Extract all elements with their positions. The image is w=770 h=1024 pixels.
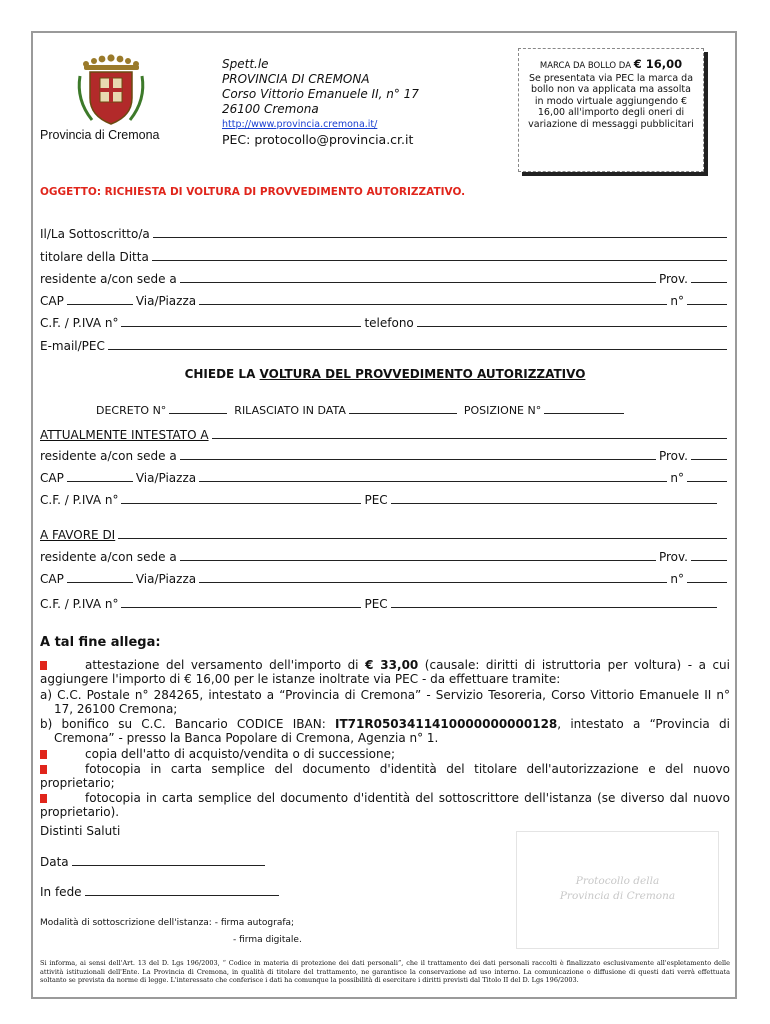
field-favore-cf[interactable] (40, 595, 730, 611)
chiede-object: VOLTURA DEL PROVVEDIMENTO AUTORIZZATIVO (259, 367, 586, 381)
field-intestato-cf[interactable] (40, 491, 730, 507)
item1-text-a: attestazione del versamento dell'importo di (85, 658, 366, 672)
label-via: Via/Piazza (135, 294, 197, 308)
marca-da-bollo-box (518, 48, 704, 172)
chiede-prefix: CHIEDE LA (184, 367, 260, 381)
field-intestato-residente[interactable] (40, 447, 730, 463)
protocollo-box (516, 831, 719, 949)
label-data: Data (40, 855, 69, 869)
label-intestato-num: n° (670, 471, 684, 485)
bullet-icon (40, 794, 47, 803)
option-b-iban: IT71R0503411410000000000128 (335, 717, 558, 731)
address-ente: PROVINCIA DI CREMONA (222, 72, 370, 86)
label-favore-pec: PEC (364, 597, 388, 611)
allega-item-1 (40, 658, 730, 686)
allega-option-a: a) C.C. Postale n° 284265, intestato a “Provincia di Cremona” - Servizio Tesoreria, Corso Vittorio Emanuele II n° 17, 26100 Cremona; (40, 688, 730, 716)
field-email[interactable] (40, 337, 730, 353)
label-posizione: POSIZIONE N° (463, 404, 542, 417)
stamp-text: Se presentata via PEC la marca da bollo non va applicata ma assolta in modo virtuale aggiungendo € 16,00 all'importo degli oneri di variazione di messaggi pubblicitari (528, 72, 694, 130)
item3-text: fotocopia in carta semplice del documento d'identità del titolare dell'autorizzazione e del nuovo proprietario; (40, 762, 730, 790)
label-email: E-mail/PEC (40, 339, 105, 353)
provincia-logo (40, 50, 185, 150)
field-sottoscritto[interactable] (40, 225, 730, 241)
label-favore: A FAVORE DI (40, 528, 116, 542)
label-favore-via: Via/Piazza (135, 572, 197, 586)
label-rilasciato: RILASCIATO IN DATA (234, 404, 346, 417)
label-prov: Prov. (658, 272, 688, 286)
field-favore[interactable] (40, 526, 730, 542)
label-intestato-cap: CAP (40, 471, 64, 485)
field-favore-residente[interactable] (40, 548, 730, 564)
field-cap-via[interactable] (40, 292, 730, 308)
label-favore-num: n° (670, 572, 684, 586)
item1-text-b: (causale: diritti di istruttoria per voltura) - a cui aggiungere l'importo di € 16,00 per le istanze inoltrate via PEC - da effettuare tramite: (40, 658, 730, 686)
label-intestato-pec: PEC (364, 493, 388, 507)
stamp-amount: € 16,00 (633, 57, 683, 71)
field-data[interactable] (40, 853, 268, 869)
modalita-firma-digitale: - firma digitale. (233, 935, 302, 945)
protocollo-line2: Provincia di Cremona (559, 890, 676, 902)
allega-item-3 (40, 762, 730, 790)
label-decreto: DECRETO N° (96, 404, 167, 417)
privacy-notice: Si informa, ai sensi dell'Art. 13 del D. Lgs 196/2003, “ Codice in materia di protezione dei dati personali”, che il trattamento dei dati personali raccolti è finalizzato esclusivamente all'espletamento delle attività istituzionali dell'Ente. La Provincia di Cremona, in qualità di titolare del trattamento, ne garantisce la conservazione ad uso interno. La comunicazione o diffusione di questi dati verrà effettuata soltanto se prevista da norme di legge. L'interessato che conferisce i dati ha comunque la possibilità di esercitare i diritti previsti dal Titolo II del D. Lgs 196/2003. (40, 959, 730, 984)
logo-caption: Provincia di Cremona (40, 128, 160, 142)
allega-title: A tal fine allega: (40, 635, 161, 650)
option-b-text-a: b) bonifico su C.C. Bancario CODICE IBAN: (40, 717, 335, 731)
field-decreto[interactable] (96, 401, 676, 417)
label-favore-cf: C.F. / P.IVA n° (40, 597, 119, 611)
label-in-fede: In fede (40, 885, 82, 899)
recipient-address (222, 57, 419, 147)
modalita-sottoscrizione: Modalità di sottoscrizione dell'istanza: - firma autografa; (40, 918, 295, 928)
allega-option-b (40, 717, 730, 745)
bullet-icon (40, 661, 47, 670)
protocollo-line1: Protocollo della (575, 875, 660, 887)
label-num: n° (670, 294, 684, 308)
label-intestato-prov: Prov. (658, 449, 688, 463)
option-b-text-b: , intestato a “Provincia di Cremona” - presso la Banca Popolare di Cremona, Agenzia n° 1. (54, 717, 730, 745)
label-favore-residente: residente a/con sede a (40, 550, 177, 564)
address-street: Corso Vittorio Emanuele II, n° 17 (222, 87, 419, 101)
address-city: 26100 Cremona (222, 102, 319, 116)
label-intestato: ATTUALMENTE INTESTATO A (40, 428, 209, 442)
field-titolare[interactable] (40, 248, 730, 264)
field-in-fede[interactable] (40, 883, 282, 899)
bullet-icon (40, 750, 47, 759)
field-intestato[interactable] (40, 426, 730, 442)
label-residente: residente a/con sede a (40, 272, 177, 286)
field-cf-telefono[interactable] (40, 314, 730, 330)
stamp-prefix: MARCA DA BOLLO DA (539, 61, 634, 71)
chiede-heading (0, 367, 770, 381)
oggetto-heading: OGGETTO: RICHIESTA DI VOLTURA DI PROVVEDIMENTO AUTORIZZATIVO. (40, 186, 466, 198)
field-residente[interactable] (40, 270, 730, 286)
field-favore-cap[interactable] (40, 570, 730, 586)
address-pec: PEC: protocollo@provincia.cr.it (222, 132, 414, 147)
label-sottoscritto: Il/La Sottoscritto/a (40, 227, 150, 241)
item4-text: fotocopia in carta semplice del documento d'identità del sottoscrittore dell'istanza (se diverso dal nuovo proprietario). (40, 791, 730, 819)
label-intestato-residente: residente a/con sede a (40, 449, 177, 463)
label-favore-cap: CAP (40, 572, 64, 586)
label-cap: CAP (40, 294, 64, 308)
bullet-icon (40, 765, 47, 774)
label-intestato-cf: C.F. / P.IVA n° (40, 493, 119, 507)
field-intestato-cap[interactable] (40, 469, 730, 485)
address-spett: Spett.le (222, 57, 269, 71)
allega-item-2 (40, 747, 730, 761)
label-intestato-via: Via/Piazza (135, 471, 197, 485)
label-favore-prov: Prov. (658, 550, 688, 564)
website-link[interactable]: http://www.provincia.cremona.it/ (222, 119, 378, 130)
item2-text: copia dell'atto di acquisto/vendita o di successione; (85, 747, 396, 761)
item1-amount: € 33,00 (365, 658, 419, 672)
label-telefono: telefono (364, 316, 414, 330)
label-cf: C.F. / P.IVA n° (40, 316, 119, 330)
distinti-saluti: Distinti Saluti (40, 824, 121, 838)
label-titolare: titolare della Ditta (40, 250, 149, 264)
allega-item-4 (40, 791, 730, 819)
